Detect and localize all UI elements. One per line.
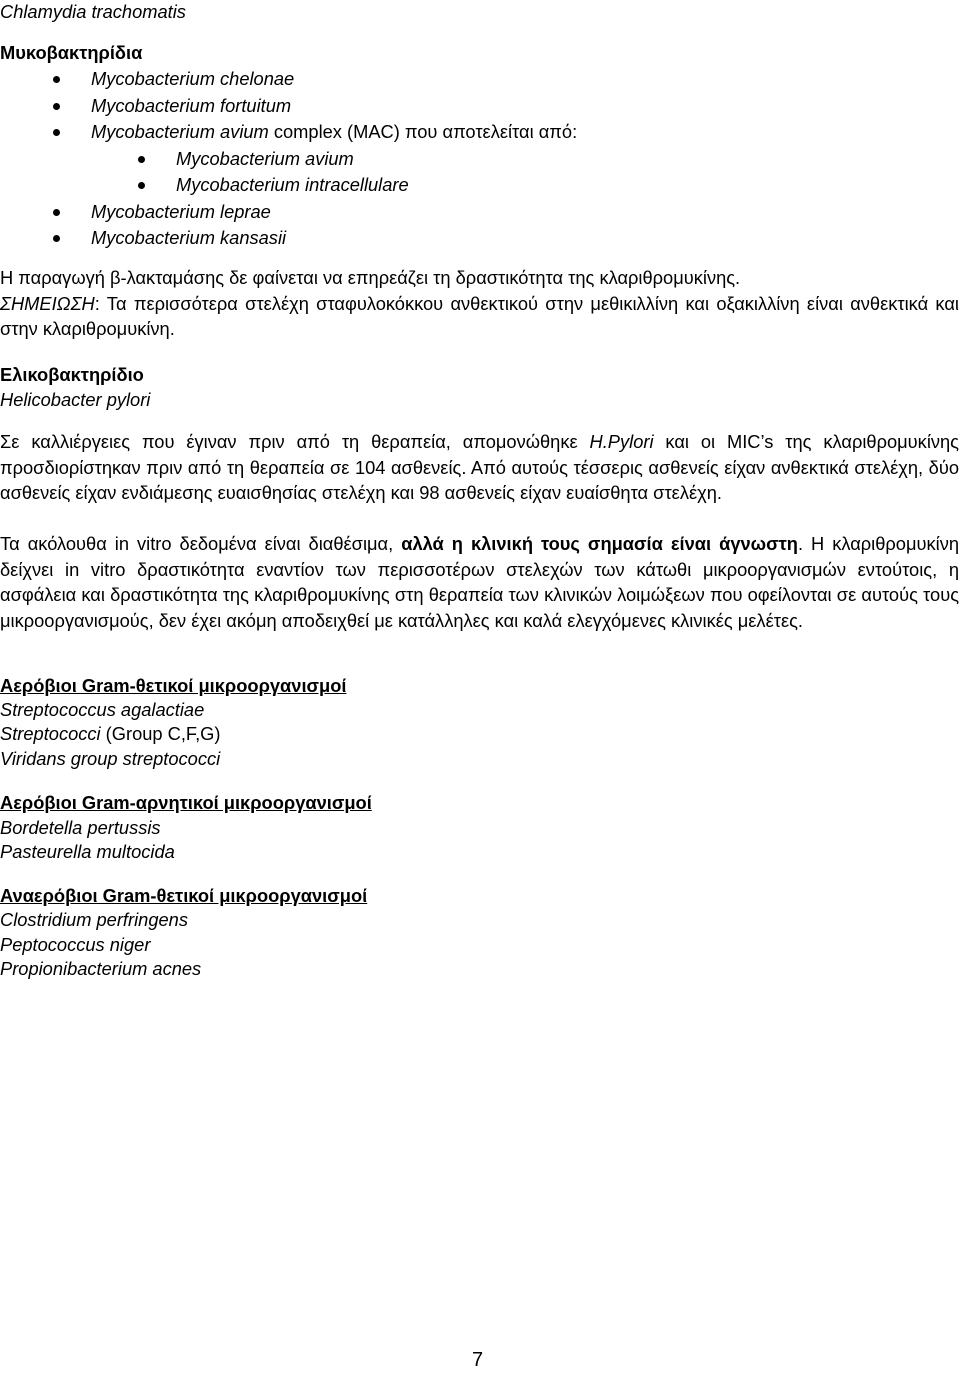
species-name: Clostridium perfringens <box>0 909 188 930</box>
species-qualifier: (Group C,F,G) <box>100 723 221 744</box>
bullet-icon <box>53 129 60 136</box>
note-label: ΣΗΜΕΙΩΣΗ <box>0 293 95 314</box>
species-name: Streptococcus agalactiae <box>0 699 205 720</box>
list-item-text: Mycobacterium intracellulare <box>176 174 409 195</box>
paragraph-text: Σε καλλιέργειες που έγιναν πριν από τη θεραπεία, απομονώθηκε <box>0 431 590 452</box>
bullet-icon <box>53 103 60 110</box>
beta-lactamase-note: Η παραγωγή β-λακταμάσης δε φαίνεται να επηρεάζει τη δραστικότητα της κλαριθρομυκίνης. <box>0 267 741 288</box>
in-vitro-paragraph <box>0 531 959 633</box>
species-name: Pasteurella multocida <box>0 841 175 862</box>
species-name: Propionibacterium acnes <box>0 958 202 979</box>
bullet-icon <box>138 156 145 163</box>
group-heading: Αερόβιοι Gram-θετικοί μικροοργανισμοί <box>0 675 347 696</box>
species-name: Helicobacter pylori <box>0 389 151 410</box>
species-name: Bordetella pertussis <box>0 817 161 838</box>
list-item-text: Mycobacterium chelonae <box>91 68 295 89</box>
list-item-suffix: complex (MAC) που αποτελείται από: <box>268 121 578 142</box>
species-name: Peptococcus niger <box>0 934 151 955</box>
list-item-text <box>91 120 577 145</box>
species-line <box>0 722 220 747</box>
group-heading: Αναερόβιοι Gram-θετικοί μικροοργανισμοί <box>0 885 368 906</box>
page-number: 7 <box>472 1349 484 1371</box>
bullet-icon <box>53 235 60 242</box>
bullet-icon <box>138 182 145 189</box>
bullet-icon <box>53 76 60 83</box>
emphasis-text: αλλά η κλινική τους σημασία είναι άγνωστη <box>401 533 798 554</box>
species-name: Streptococci <box>0 723 101 744</box>
species-name: Mycobacterium avium <box>91 121 269 142</box>
note-text: : Τα περισσότερα στελέχη σταφυλοκόκκου ανθεκτικού στην μεθικιλλίνη και οξακιλλίνη είναι ανθεκτικά και στην κλαριθρομυκίνη. <box>0 293 959 339</box>
list-item-text: Mycobacterium kansasii <box>91 227 287 248</box>
paragraph-text: Τα ακόλουθα in vitro δεδομένα είναι διαθέσιμα, <box>0 533 402 554</box>
resistance-note <box>0 292 959 341</box>
organism-line: Chlamydia trachomatis <box>0 1 186 22</box>
group-heading: Αερόβιοι Gram-αρνητικοί μικροοργανισμοί <box>0 792 372 813</box>
species-name: H.Pylori <box>589 431 654 452</box>
paragraph-text: και οι MIC’s της κλαριθρομυκίνης προσδιορίστηκαν πριν από τη θεραπεία σε 104 ασθενείς. Από αυτούς τέσσερις ασθενείς είχαν ανθεκτικά στελέχη, δύο ασθενείς είχαν ενδιάμεσης ευαισθησίας στελέχη και 98 ασθενείς είχαν ευαίσθητα στελέχη. <box>0 431 959 503</box>
section-heading-mycobacteria: Μυκοβακτηρίδια <box>0 42 143 63</box>
list-item-text: Mycobacterium fortuitum <box>91 95 292 116</box>
list-item-text: Mycobacterium avium <box>176 148 354 169</box>
bullet-icon <box>53 209 60 216</box>
paragraph-text: . Η κλαριθρομυκίνη δείχνει in vitro δραστικότητα εναντίον των περισσοτέρων στελεχών των κάτωθι μικροοργανισμών εντούτοις, η ασφάλεια και δραστικότητα της κλαριθρομυκίνης στη θεραπεία των κλινικών λοιμώξεων που οφείλονται σε αυτούς τους μικροοργανισμούς, δεν έχει ακόμη αποδειχθεί με κατάλληλες και καλά ελεγχόμενες κλινικές μελέτες. <box>0 533 960 631</box>
section-heading-helicobacter: Ελικοβακτηρίδιο <box>0 364 144 385</box>
helicobacter-paragraph <box>0 429 959 506</box>
species-name: Viridans group streptococci <box>0 748 221 769</box>
list-item-text: Mycobacterium leprae <box>91 201 271 222</box>
